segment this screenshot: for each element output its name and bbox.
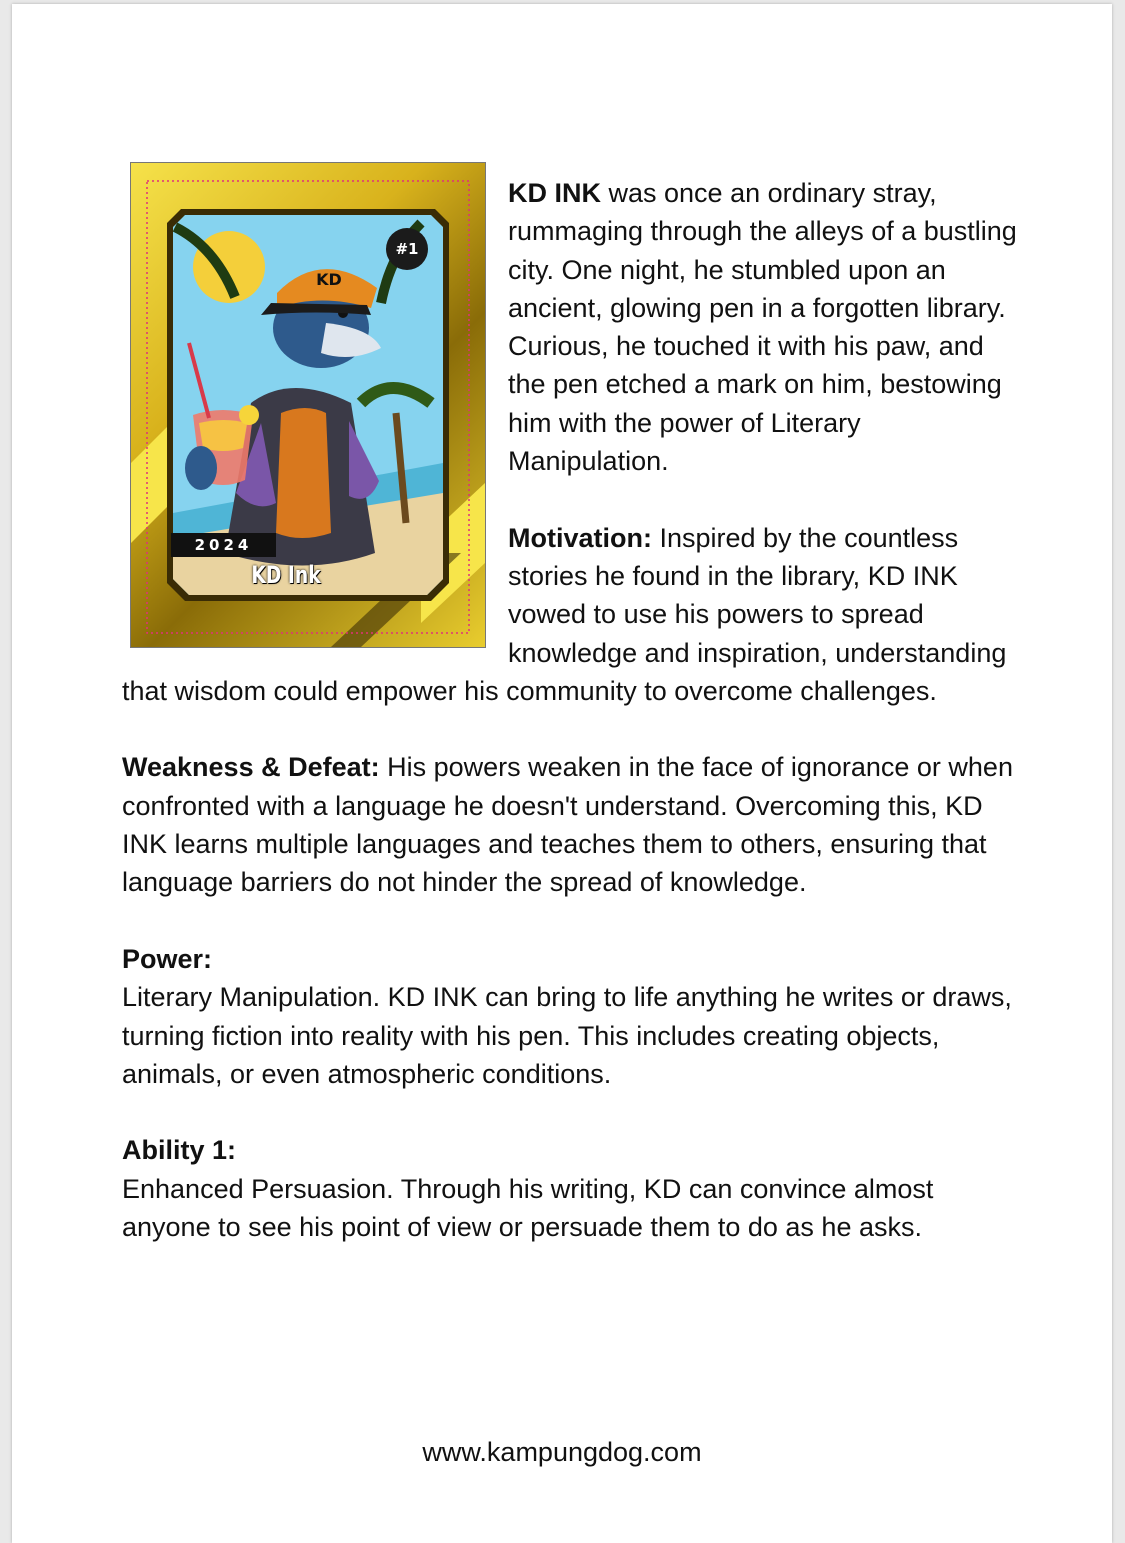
footer-url: www.kampungdog.com — [422, 1437, 702, 1467]
ability1-label: Ability 1: — [122, 1135, 237, 1166]
weakness-paragraph — [122, 748, 1022, 901]
document-page — [12, 4, 1112, 1543]
motivation-text: Inspired by the countless stories he found in the library, KD INK vowed to use his powers to spread knowledge and inspiration, understanding that wisdom could empower his community to overcome challenges. — [122, 522, 1007, 706]
power-text: Literary Manipulation. KD INK can bring to life anything he writes or draws, turning fiction into reality with his pen. This includes creating objects, animals, or even atmospheric conditions. — [122, 982, 1012, 1089]
ability1-heading — [122, 1131, 1022, 1169]
card-number-badge: #1 — [386, 228, 428, 270]
card-year-label: 2024 — [171, 533, 276, 557]
power-label: Power: — [122, 943, 213, 974]
intro-text: was once an ordinary stray, rummaging through the alleys of a bustling city. One night, he stumbled upon an ancient, glowing pen in a forgotten library. Curious, he touched it with his paw, and the pen etched a mark on him, bestowing him with the power of Literary Manipulation. — [508, 178, 1017, 477]
weakness-label: Weakness & Defeat: — [122, 752, 380, 783]
ability1-text: Enhanced Persuasion. Through his writing, KD can convince almost anyone to see his point of view or persuade them to do as he asks. — [122, 1173, 934, 1243]
card-name-label: KD Ink — [251, 561, 321, 589]
weakness-text: His powers weaken in the face of ignorance or when confronted with a language he doesn't understand. Overcoming this, KD INK learns multiple languages and teaches them to others, ensuring that language barriers do not hinder the spread of knowledge. — [122, 752, 1013, 898]
document-body — [122, 174, 1022, 1285]
cap-logo: KD — [316, 270, 342, 289]
power-heading — [122, 940, 1022, 978]
character-card-image — [130, 162, 486, 648]
intro-lead: KD INK — [508, 178, 601, 208]
motivation-label: Motivation: — [508, 522, 652, 553]
